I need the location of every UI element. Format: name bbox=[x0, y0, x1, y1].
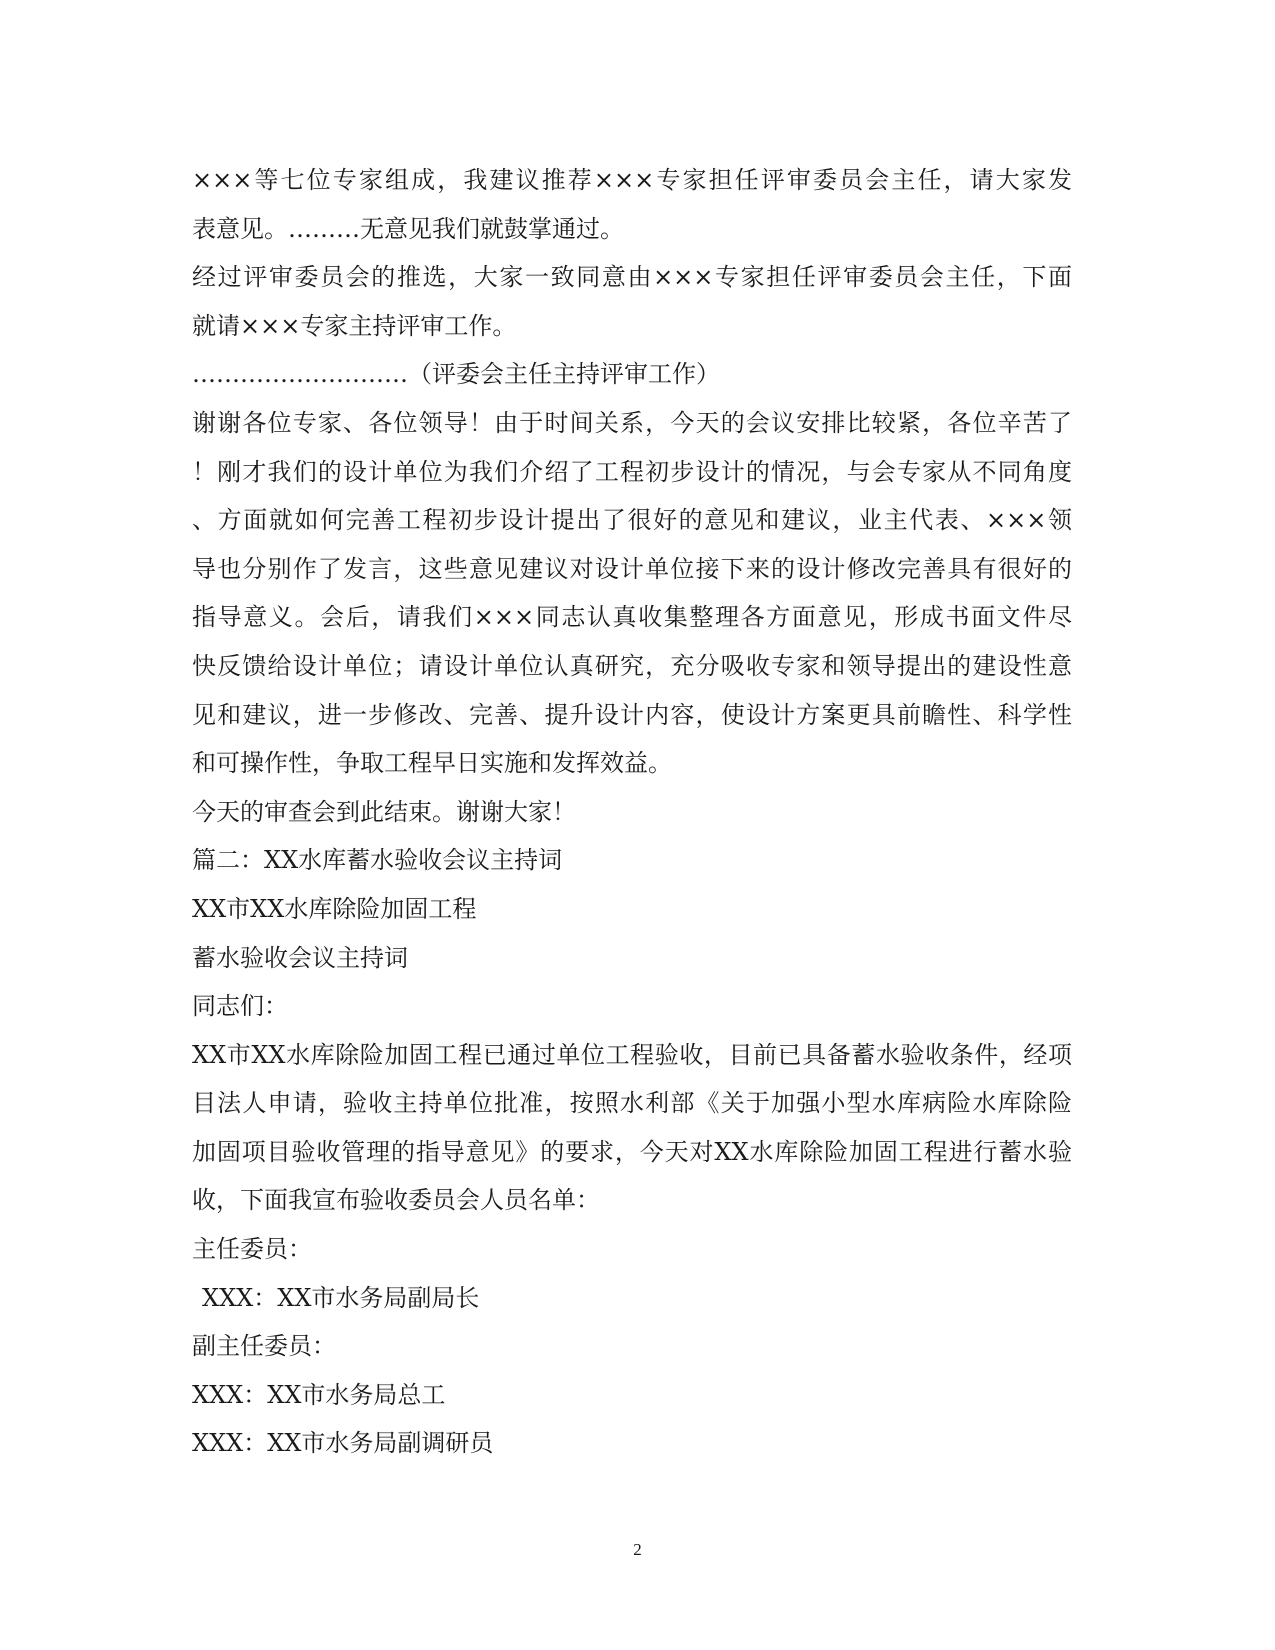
text-line: 就请×××专家主持评审工作。 bbox=[192, 311, 517, 340]
member-entry: XXX：XX市水务局副局长 bbox=[202, 1283, 480, 1312]
role-heading: 副主任委员： bbox=[192, 1332, 336, 1361]
text-line: XX市XX水库除险加固工程已通过单位工程验收，目前已具备蓄水验收条件，经项 bbox=[192, 1040, 1072, 1069]
section-heading: 篇二：XX水库蓄水验收会议主持词 bbox=[192, 846, 563, 875]
text-line: 和可操作性，争取工程早日实施和发挥效益。 bbox=[192, 749, 672, 778]
document-title-line: 蓄水验收会议主持词 bbox=[192, 943, 408, 972]
document-title-line: XX市XX水库除险加固工程 bbox=[192, 894, 477, 923]
text-line: 目法人申请，验收主持单位批准，按照水利部《关于加强小型水库病险水库除险 bbox=[192, 1089, 1072, 1118]
text-line: 表意见。………无意见我们就鼓掌通过。 bbox=[192, 214, 624, 243]
text-line: 快反馈给设计单位；请设计单位认真研究，充分吸收专家和领导提出的建设性意 bbox=[192, 651, 1072, 680]
member-entry: XXX：XX市水务局副调研员 bbox=[192, 1429, 494, 1458]
text-line: ×××等七位专家组成，我建议推荐×××专家担任评审委员会主任，请大家发 bbox=[192, 166, 1072, 194]
text-line: 导也分别作了发言，这些意见建议对设计单位接下来的设计修改完善具有很好的 bbox=[192, 554, 1072, 583]
text-line: 、方面就如何完善工程初步设计提出了很好的意见和建议，业主代表、×××领 bbox=[192, 506, 1072, 535]
salutation: 同志们： bbox=[192, 992, 288, 1021]
page-number: 2 bbox=[633, 1540, 642, 1559]
text-line: ！刚才我们的设计单位为我们介绍了工程初步设计的情况，与会专家从不同角度 bbox=[192, 457, 1072, 486]
text-line: 指导意义。会后，请我们×××同志认真收集整理各方面意见，形成书面文件尽 bbox=[192, 603, 1072, 632]
text-line: 加固项目验收管理的指导意见》的要求，今天对XX水库除险加固工程进行蓄水验 bbox=[192, 1137, 1072, 1166]
document-body bbox=[192, 156, 1072, 1468]
text-line: 经过评审委员会的推选，大家一致同意由×××专家担任评审委员会主任，下面 bbox=[192, 263, 1072, 292]
text-line: 收，下面我宣布验收委员会人员名单： bbox=[192, 1186, 600, 1215]
member-entry: XXX：XX市水务局总工 bbox=[192, 1380, 446, 1409]
text-line: 今天的审查会到此结束。谢谢大家！ bbox=[192, 797, 576, 826]
text-line: 见和建议，进一步修改、完善、提升设计内容，使设计方案更具前瞻性、科学性 bbox=[192, 700, 1072, 729]
text-line: ………………………（评委会主任主持评审工作） bbox=[192, 360, 720, 389]
role-heading: 主任委员： bbox=[192, 1235, 312, 1264]
text-line: 谢谢各位专家、各位领导！由于时间关系，今天的会议安排比较紧，各位辛苦了 bbox=[192, 408, 1072, 437]
